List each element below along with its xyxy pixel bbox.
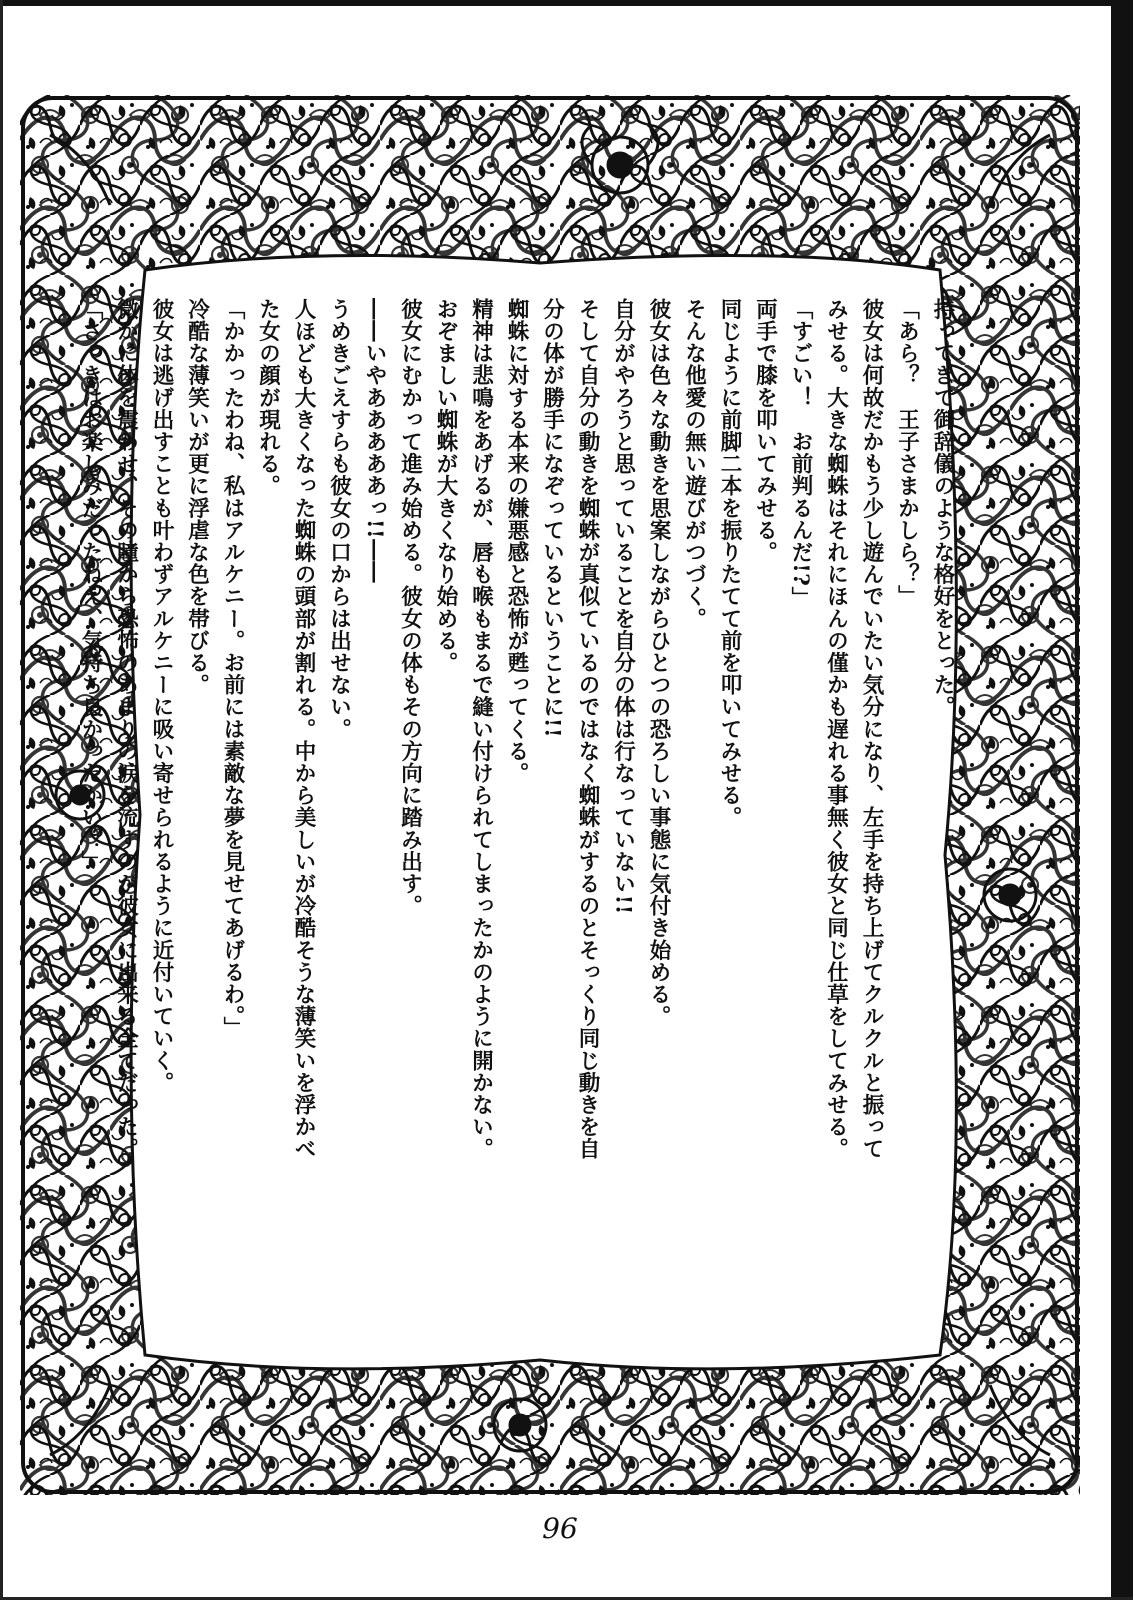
story-line: 「あら？ 王子さまかしら？」 <box>894 298 920 608</box>
vertical-story-text <box>78 298 960 1298</box>
story-line: 彼女は逃げ出すことも叶わずアルケニーに吸い寄せられるように近付いていく。 <box>149 298 174 1094</box>
page-number: 96 <box>542 1512 578 1545</box>
story-line: 彼女は何故だかもう少し遊んでいたい気分になり、左手を持ち上げてクルクルと振って <box>859 298 884 1160</box>
story-line: 「かかったわね、私はアルケニー。お前には素敵な夢を見せてあげるわ。」 <box>220 298 245 1039</box>
story-line: おぞましい蜘蛛が大きくなり始める。 <box>433 298 458 674</box>
story-line: 微かに体を震わせ、その瞳から恐怖のあまりの涙を流すのが彼女に出来る全てだった。 <box>113 298 139 1160</box>
scan-edge-top <box>0 0 1133 6</box>
story-line: 分の体が勝手になぞっているということに!! <box>539 298 565 738</box>
story-line: 「すごい！ お前判るんだ!?」 <box>788 298 813 609</box>
story-line: 「さっきはお楽しみだったねえ、気持ち良かったかい？」 <box>78 298 103 873</box>
story-line: そんな他愛の無い遊びがつづく。 <box>681 298 707 630</box>
story-line: みせる。大きな蜘蛛はそれにほんの僅かも遅れる事無く彼女と同じ仕草をしてみせる。 <box>823 298 849 1160</box>
story-line-scream: ――いやあああああっ!!―― <box>362 298 387 584</box>
story-line: 冷酷な薄笑いが更に浮虐な色を帯びる。 <box>184 298 210 696</box>
story-line: 持ってきて御辞儀のような格好をとった。 <box>930 298 955 718</box>
story-line: 人ほども大きくなった蜘蛛の頭部が割れる。中から美しいが冷酷そうな薄笑いを浮かべ <box>291 298 316 1160</box>
story-line: 蜘蛛に対する本来の嫌悪感と恐怖が甦ってくる。 <box>504 298 529 785</box>
story-line: 彼女にむかって進み始める。彼女の体もその方向に踏み出す。 <box>397 298 423 917</box>
story-line: 自分がやろうと思っていることを自分の体は行なっていない!! <box>610 298 636 915</box>
story-line: うめきごえすらも彼女の口からは出せない。 <box>326 298 352 740</box>
story-line: 同じように前脚二本を振りたてて前を叩いてみせる。 <box>717 298 742 829</box>
scan-edge-right <box>1111 0 1133 1600</box>
story-line: た女の顔が現れる。 <box>255 298 281 497</box>
scan-edge-left <box>0 0 3 1600</box>
story-line: 彼女は色々な動きを思案しながらひとつの恐ろしい事態に気付き始める。 <box>646 298 671 1028</box>
story-line: 精神は悲鳴をあげるが、唇も喉もまるで縫い付けられてしまったかのように開かない。 <box>468 298 494 1160</box>
story-line: 両手で膝を叩いてみせる。 <box>752 298 778 564</box>
story-line: そして自分の動きを蜘蛛が真似ているのではなく蜘蛛がするのとそっくり同じ動きを自 <box>575 298 600 1160</box>
